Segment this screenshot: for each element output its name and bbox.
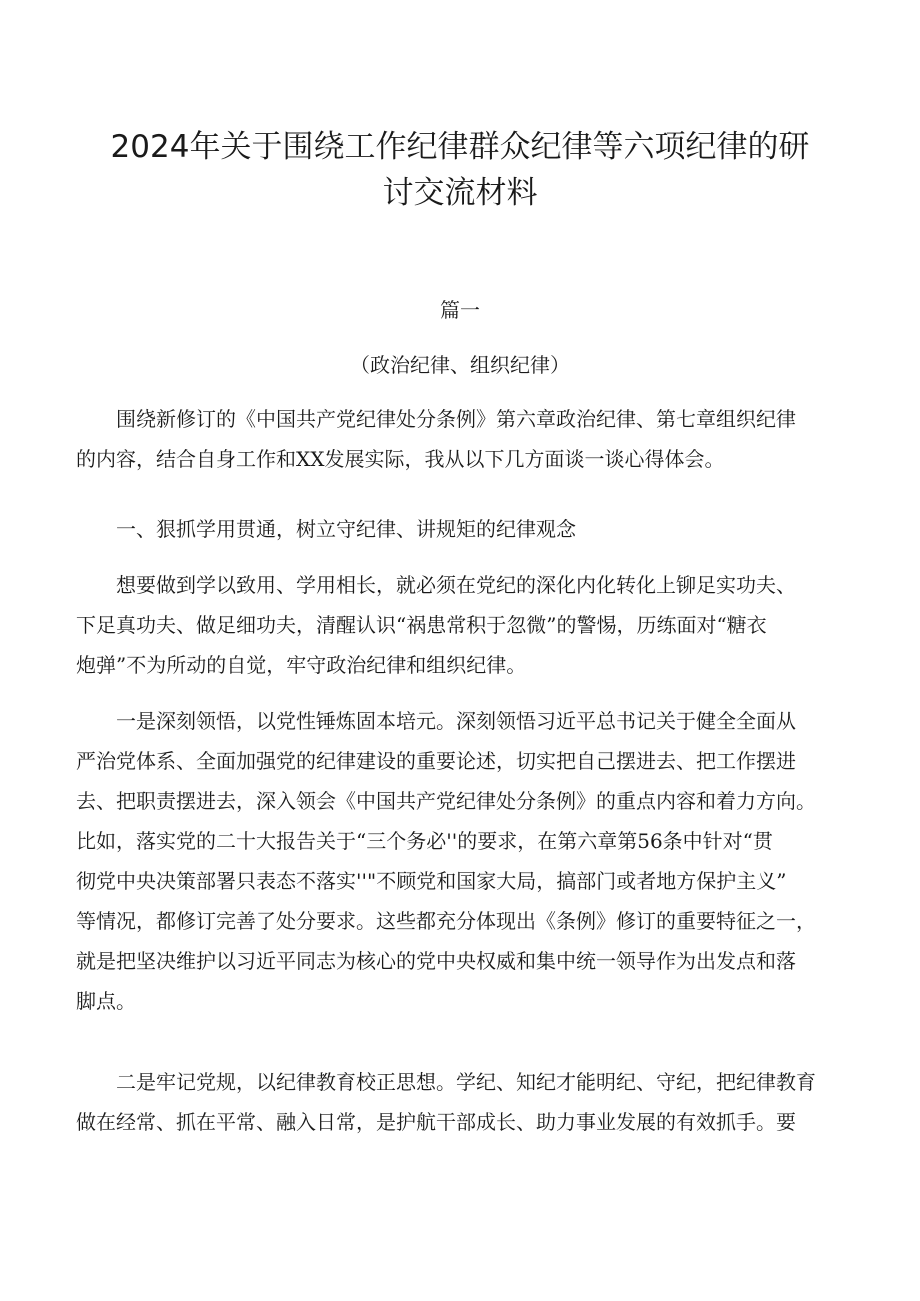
part-subtitle: （政治纪律、组织纪律） [350,353,570,377]
text-line: 比如，落实党的二十大报告关于“三个务必''的要求，在第六章第56条中针对“贯 [76,829,773,853]
text-line: 想要做到学以致用、学用相长，就必须在党纪的深化内化转化上铆足实功夫、 [76,573,796,597]
text-line: 围绕新修订的《中国共产党纪律处分条例》第六章政治纪律、第七章组织纪律 [76,407,796,431]
text-line: 下足真功夫、做足细功夫，清醒认识“祸患常积于忽微”的警惕，历练面对“糖衣 [76,613,767,637]
text-line: 做在经常、抓在平常、融入日常，是护航干部成长、助力事业发展的有效抓手。要 [76,1110,796,1134]
text-line: 炮弹”不为所动的自觉，牢守政治纪律和组织纪律。 [76,653,527,677]
title-line-1: 2024年关于围绕工作纪律群众纪律等六项纪律的研 [110,129,810,165]
text-line: 去、把职责摆进去，深入领会《中国共产党纪律处分条例》的重点内容和着力方向。 [76,789,816,813]
paragraph-2 [76,701,866,1021]
title-line-2: 讨交流材料 [382,175,538,211]
text-line: 二是牢记党规，以纪律教育校正思想。学纪、知纪才能明纪、守纪，把纪律教育 [76,1070,816,1094]
text-line: 就是把坚决维护以习近平同志为核心的党中央权威和集中统一领导作为出发点和落 [76,949,796,973]
text-line: 脚点。 [76,989,136,1013]
section-heading-1: 一、狠抓学用贯通，树立守纪律、讲规矩的纪律观念 [116,517,576,541]
text-line: 一是深刻领悟，以党性锤炼固本培元。深刻领悟习近平总书记关于健全全面从 [76,709,796,733]
intro-paragraph [76,399,866,479]
paragraph-3 [76,1062,866,1142]
text-line: 等情况，都修订完善了处分要求。这些都充分体现出《条例》修订的重要特征之一， [76,909,816,933]
text-line: 的内容，结合自身工作和XX发展实际，我从以下几方面谈一谈心得体会。 [76,447,725,471]
part-label: 篇一 [440,298,480,322]
paragraph-1 [76,565,866,685]
document-title [60,124,860,216]
text-line: 彻党中央决策部署只表态不落实''"不顾党和国家大局，搞部门或者地方保护主义” [76,869,787,893]
text-line: 严治党体系、全面加强党的纪律建设的重要论述，切实把自己摆进去、把工作摆进 [76,749,796,773]
